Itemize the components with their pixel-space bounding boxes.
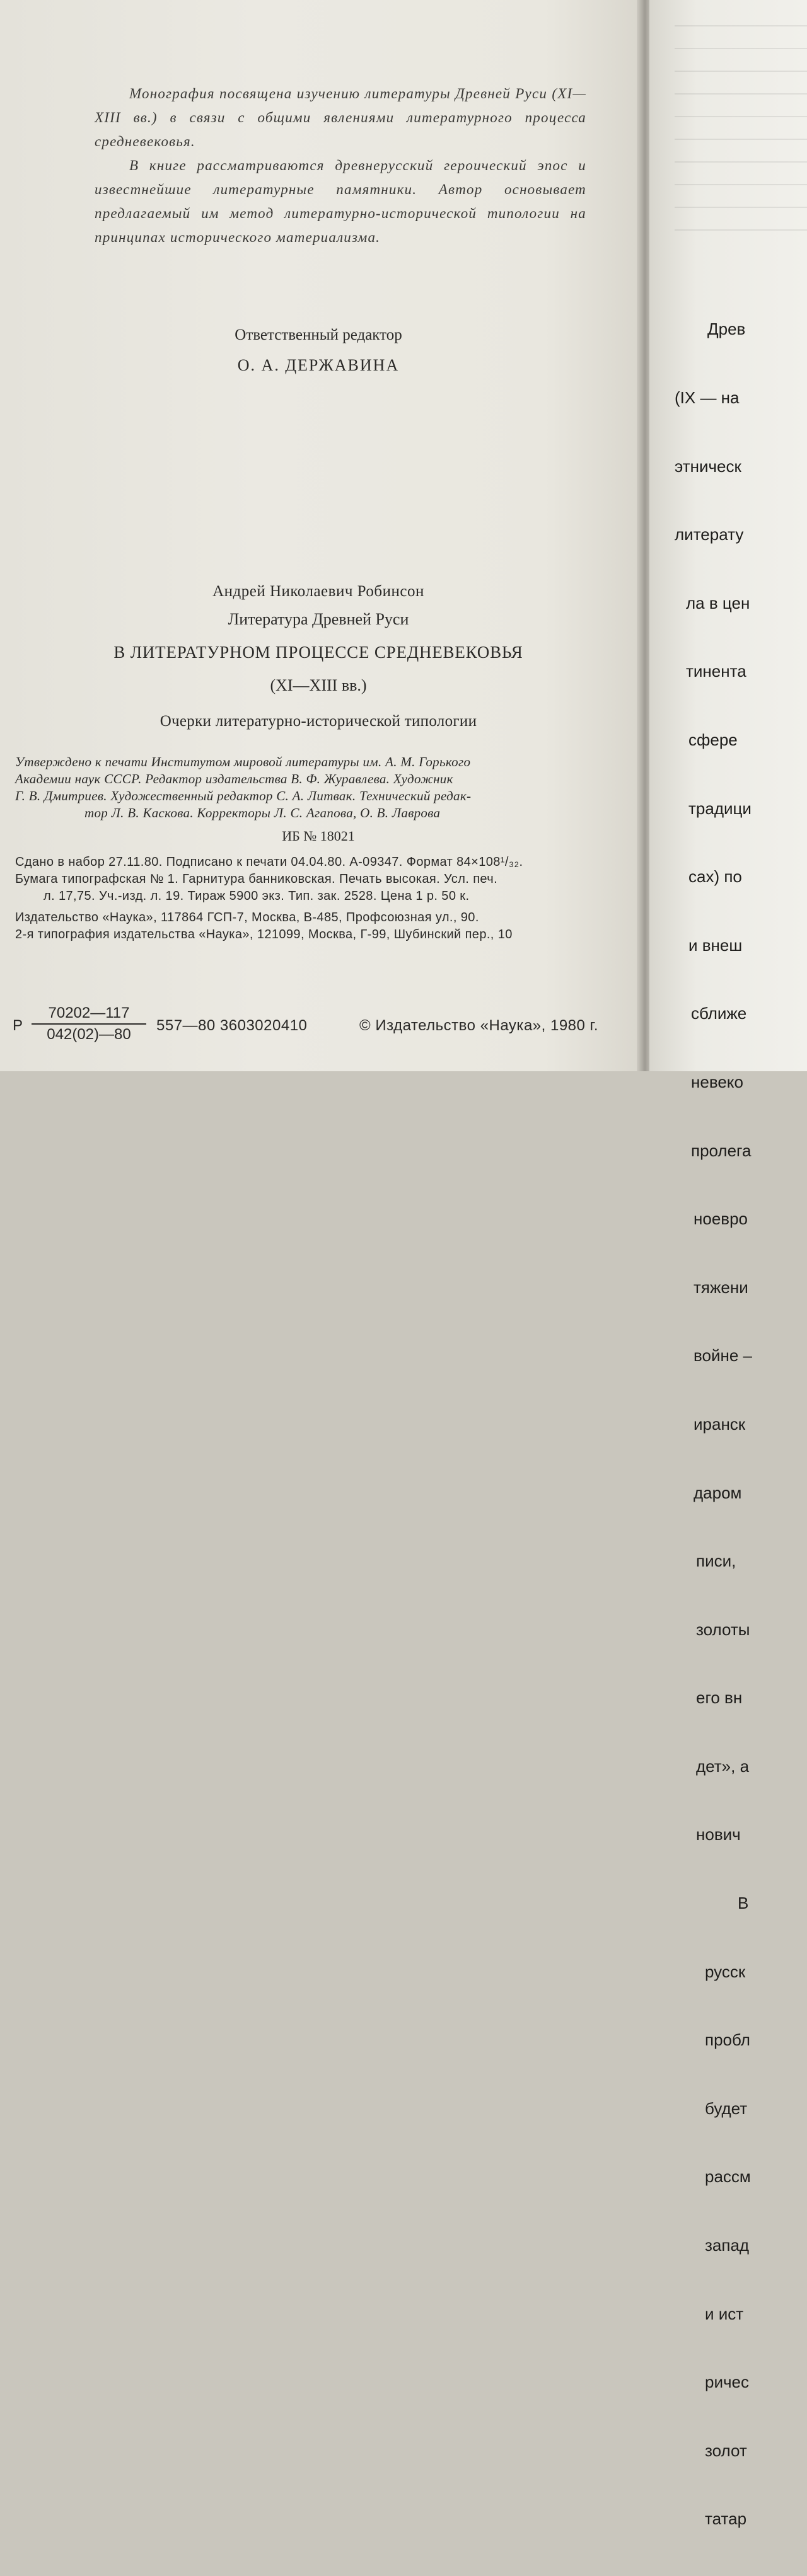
right-line: ла в цен	[686, 593, 750, 612]
specs-line: Сдано в набор 27.11.80. Подписано к печати 04.04.80. А-09347. Формат 84×108¹/₃₂.	[15, 855, 523, 869]
copyright: © Издательство «Наука», 1980 г.	[359, 1017, 599, 1034]
right-line: даром	[694, 1483, 742, 1502]
credits-line: Академии наук СССР. Редактор издательства В. Ф. Журавлева. Художник	[15, 771, 453, 786]
right-line: запад	[705, 2236, 750, 2255]
specs-line: Бумага типографская № 1. Гарнитура банниковская. Печать высокая. Усл. печ.	[15, 872, 498, 886]
abstract-paragraph: Монография посвящена изучению литературы Древней Руси (XI—XIII вв.) в связи с общими явлениями литературного процесса средневековья.	[95, 86, 586, 149]
credits-line: Г. В. Дмитриев. Художественный редактор С. А. Литвак. Технический редак-	[15, 788, 472, 803]
author-name: Андрей Николаевич Робинсон	[212, 583, 424, 600]
credits-line: Утверждено к печати Институтом мировой литературы им. А. М. Горького	[15, 754, 471, 769]
approval-credits	[15, 754, 652, 822]
right-line: сближе	[691, 1004, 747, 1023]
catalog-fraction	[32, 1004, 146, 1044]
right-line: русск	[705, 1962, 746, 1981]
right-line: ноевро	[694, 1209, 748, 1229]
publisher-line: Издательство «Наука», 117864 ГСП-7, Москва, В-485, Профсоюзная ул., 90.	[15, 911, 479, 924]
right-line: тяжени	[694, 1277, 748, 1297]
right-line: его вн	[696, 1688, 743, 1708]
right-line: Древ	[707, 319, 746, 339]
right-line: будет	[705, 2098, 748, 2118]
right-line: писи,	[696, 1551, 736, 1571]
right-line: золоты	[696, 1619, 750, 1639]
right-line: нович	[696, 1825, 741, 1844]
print-specs	[15, 854, 658, 905]
book-centuries: (XI—XIII вв.)	[270, 676, 367, 694]
right-line: татар	[705, 2509, 747, 2529]
catalog-prefix: Р	[13, 1017, 23, 1034]
right-line: и ист	[705, 2304, 744, 2323]
catalog-footer	[13, 1004, 656, 1049]
credits-line: тор Л. В. Каскова. Корректоры Л. С. Агапова, О. В. Лаврова	[84, 805, 441, 820]
right-line: и внеш	[688, 935, 743, 955]
catalog-denominator: 042(02)—80	[47, 1026, 131, 1043]
right-line: рассм	[705, 2167, 751, 2187]
right-line: этническ	[675, 456, 741, 476]
catalog-numerator: 70202—117	[32, 1004, 146, 1025]
right-line: войне –	[694, 1346, 753, 1366]
right-page	[649, 0, 807, 2529]
right-line: невеко	[691, 1072, 743, 1091]
catalog-codes: 557—80 3603020410	[156, 1017, 308, 1034]
right-line: сфере	[688, 730, 738, 749]
abstract	[95, 82, 586, 250]
right-line: иранск	[694, 1414, 746, 1434]
publisher-info	[15, 909, 658, 943]
book-series: Очерки литературно-исторической типологии	[160, 713, 477, 730]
editor-label: Ответственный редактор	[235, 326, 402, 343]
book-title: Литература Древней Руси	[228, 610, 409, 628]
specs-line: л. 17,75. Уч.-изд. л. 19. Тираж 5900 экз. Тип. зак. 2528. Цена 1 р. 50 к.	[44, 889, 470, 903]
right-line: пролега	[691, 1141, 752, 1160]
abstract-paragraph: В книге рассматриваются древнерусский героический эпос и известнейшие литературные памятники. Автор основывает предлагаемый им метод литературно-исторической типологии на принципах исторического материализма.	[95, 158, 586, 245]
right-page-text	[675, 272, 752, 2576]
right-line: ричес	[705, 2372, 749, 2392]
book-subtitle: В ЛИТЕРАТУРНОМ ПРОЦЕССЕ СРЕДНЕВЕКОВЬЯ	[113, 643, 523, 662]
publisher-line: 2-я типография издательства «Наука», 121099, Москва, Г-99, Шубинский пер., 10	[15, 928, 513, 941]
right-line: традици	[688, 798, 752, 818]
right-line: сах) по	[688, 867, 742, 887]
right-line: пробл	[705, 2030, 750, 2050]
editor-name: О. А. ДЕРЖАВИНА	[237, 356, 400, 374]
right-line: золот	[705, 2441, 747, 2460]
right-line: В	[738, 1894, 749, 1913]
ib-number: ИБ № 18021	[282, 828, 355, 844]
right-line: тинента	[686, 662, 746, 681]
right-line: (IX — на	[675, 388, 740, 407]
show-through-text	[675, 25, 807, 246]
right-line: дет», а	[696, 1756, 750, 1776]
right-line: литерату	[675, 525, 744, 544]
